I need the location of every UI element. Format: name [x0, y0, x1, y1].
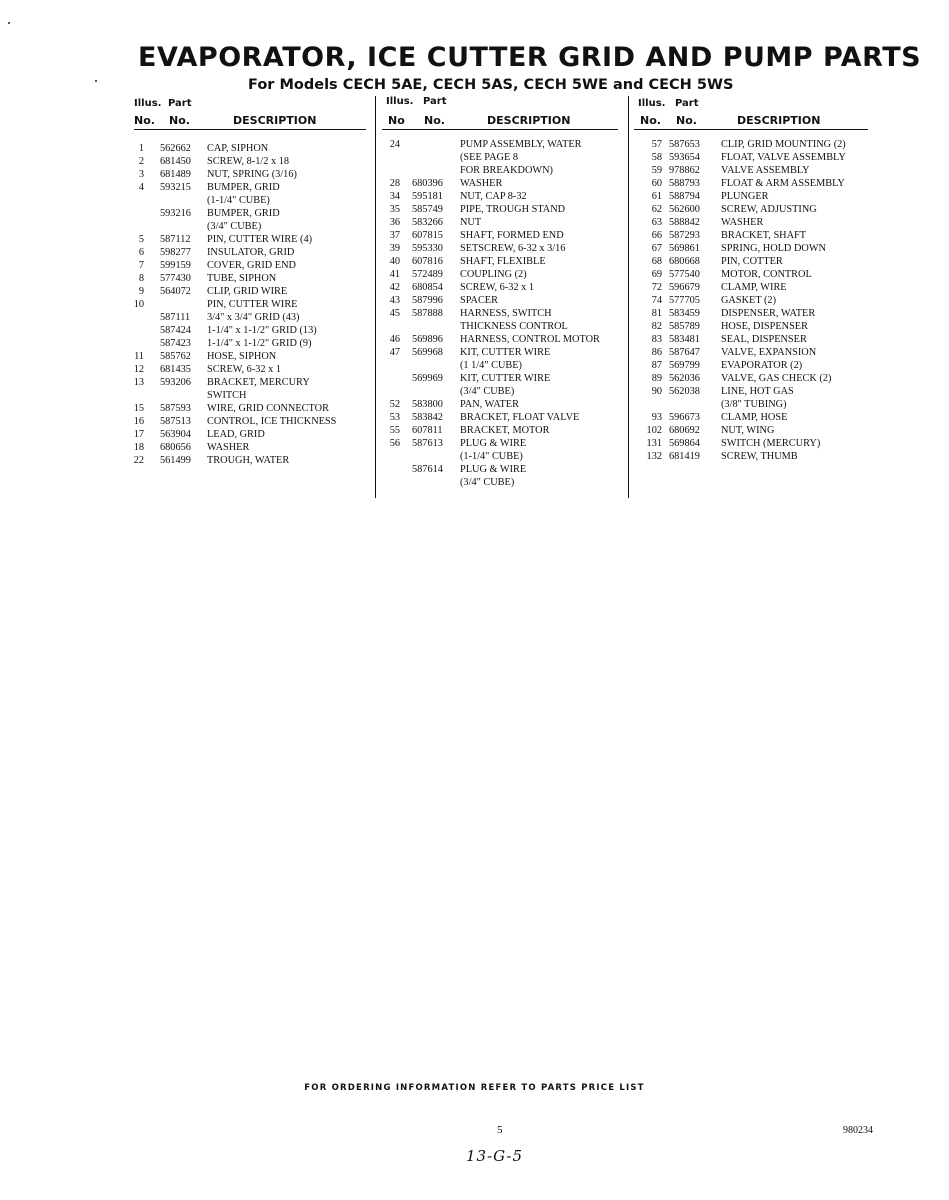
models-subtitle: For Models CECH 5AE, CECH 5AS, CECH 5WE and CECH 5WS: [248, 77, 734, 93]
scan-speck: [8, 22, 10, 24]
part-description: PLUG & WIRE: [460, 438, 527, 449]
part-description: EVAPORATOR (2): [721, 360, 803, 371]
illus-number: 11: [134, 351, 144, 362]
part-description: KIT, CUTTER WIRE: [460, 347, 551, 358]
illus-number: 36: [389, 217, 400, 228]
part-number: 562038: [669, 386, 700, 397]
part-number: 680668: [669, 256, 700, 267]
part-description: NUT, WING: [721, 425, 775, 436]
illus-number: 24: [389, 139, 400, 150]
part-description: WASHER: [460, 178, 503, 189]
part-description: CONTROL, ICE THICKNESS: [207, 416, 337, 427]
part-description: BUMPER, GRID: [207, 182, 280, 193]
illus-number: 46: [389, 334, 400, 345]
scan-speck: [95, 80, 97, 82]
part-description: WIRE, GRID CONNECTOR: [207, 403, 329, 414]
illus-number: 40: [389, 256, 400, 267]
part-description: BRACKET, MOTOR: [460, 425, 550, 436]
illus-number: 17: [133, 429, 144, 440]
illus-number: 47: [389, 347, 400, 358]
illus-number: 66: [651, 230, 662, 241]
handwritten-annotation: 13-G-5: [466, 1147, 524, 1165]
part-number: 596673: [669, 412, 700, 423]
header-illus: Illus.: [386, 96, 414, 107]
illus-number: 93: [651, 412, 662, 423]
illus-number: 43: [389, 295, 400, 306]
part-number: 680656: [160, 442, 191, 453]
part-number: 587614: [412, 464, 443, 475]
part-number: 681489: [160, 169, 191, 180]
part-description: PIN, COTTER: [721, 256, 783, 267]
illus-number: 9: [138, 286, 144, 297]
part-description: COVER, GRID END: [207, 260, 296, 271]
illus-number: 1: [138, 143, 144, 154]
part-number: 583481: [669, 334, 700, 345]
part-description: HARNESS, SWITCH: [460, 308, 552, 319]
part-number: 599159: [160, 260, 191, 271]
illus-number: 102: [646, 425, 662, 436]
illus-number: 18: [133, 442, 144, 453]
part-description: VALVE, EXPANSION: [721, 347, 817, 358]
illus-number: 74: [651, 295, 662, 306]
header-description: DESCRIPTION: [233, 114, 317, 127]
part-description: LINE, HOT GAS: [721, 386, 794, 397]
part-description: SWITCH: [207, 390, 247, 401]
part-description: THICKNESS CONTROL: [460, 321, 568, 332]
illus-number: 4: [138, 182, 144, 193]
ordering-info-footer: FOR ORDERING INFORMATION REFER TO PARTS PRICE LIST: [304, 1083, 645, 1093]
part-number: 595330: [412, 243, 443, 254]
illus-number: 6: [138, 247, 144, 258]
part-description: BUMPER, GRID: [207, 208, 280, 219]
part-number: 681419: [669, 451, 700, 462]
part-number: 569896: [412, 334, 443, 345]
part-description: KIT, CUTTER WIRE: [460, 373, 551, 384]
header-part: Part: [168, 98, 192, 109]
part-description: BRACKET, FLOAT VALVE: [460, 412, 580, 423]
part-number: 562600: [669, 204, 700, 215]
illus-number: 62: [651, 204, 662, 215]
illus-number: 13: [133, 377, 144, 388]
part-number: 569969: [412, 373, 443, 384]
part-number: 596679: [669, 282, 700, 293]
illus-number: 131: [646, 438, 662, 449]
part-description: SETSCREW, 6-32 x 3/16: [460, 243, 566, 254]
illus-number: 57: [651, 139, 662, 150]
part-number: 583266: [412, 217, 443, 228]
illus-number: 82: [651, 321, 662, 332]
illus-number: 42: [389, 282, 400, 293]
illus-number: 39: [389, 243, 400, 254]
part-number: 681435: [160, 364, 191, 375]
part-number: 583459: [669, 308, 700, 319]
part-number: 588842: [669, 217, 700, 228]
part-number: 607811: [412, 425, 443, 436]
illus-number: 60: [651, 178, 662, 189]
part-number: 681450: [160, 156, 191, 167]
illus-number: 68: [651, 256, 662, 267]
illus-number: 63: [651, 217, 662, 228]
header-illus: Illus.: [134, 98, 162, 109]
header-part-no: No.: [424, 114, 445, 127]
illus-number: 58: [651, 152, 662, 163]
part-number: 587996: [412, 295, 443, 306]
part-number: 585749: [412, 204, 443, 215]
part-number: 583800: [412, 399, 443, 410]
part-number: 583842: [412, 412, 443, 423]
illus-number: 41: [389, 269, 400, 280]
part-description: WASHER: [207, 442, 250, 453]
illus-number: 89: [651, 373, 662, 384]
part-description: SCREW, 8-1/2 x 18: [207, 156, 290, 167]
illus-number: 22: [133, 455, 144, 466]
part-number: 680854: [412, 282, 443, 293]
part-description: HARNESS, CONTROL MOTOR: [460, 334, 600, 345]
part-number: 569861: [669, 243, 700, 254]
illus-number: 10: [133, 299, 144, 310]
part-number: 593216: [160, 208, 191, 219]
part-description: SHAFT, FORMED END: [460, 230, 564, 241]
part-number: 607815: [412, 230, 443, 241]
illus-number: 86: [651, 347, 662, 358]
header-rule: [634, 129, 868, 130]
part-description: INSULATOR, GRID: [207, 247, 295, 258]
header-part: Part: [423, 96, 447, 107]
part-number: 562662: [160, 143, 191, 154]
part-number: 598277: [160, 247, 191, 258]
part-description: SWITCH (MERCURY): [721, 438, 821, 449]
illus-number: 45: [389, 308, 400, 319]
part-number: 607816: [412, 256, 443, 267]
part-description: NUT, SPRING (3/16): [207, 169, 297, 180]
part-description: COUPLING (2): [460, 269, 527, 280]
part-description: PUMP ASSEMBLY, WATER: [460, 139, 582, 150]
header-description: DESCRIPTION: [487, 114, 571, 127]
illus-number: 72: [651, 282, 662, 293]
part-number: 587653: [669, 139, 700, 150]
illus-number: 3: [138, 169, 144, 180]
part-description: BRACKET, MERCURY: [207, 377, 310, 388]
illus-number: 61: [651, 191, 662, 202]
part-description: CLIP, GRID MOUNTING (2): [721, 139, 846, 150]
part-number: 587613: [412, 438, 443, 449]
part-description: PAN, WATER: [460, 399, 519, 410]
part-number: 569864: [669, 438, 700, 449]
page-title: EVAPORATOR, ICE CUTTER GRID AND PUMP PARTS: [138, 42, 922, 73]
header-rule: [134, 129, 366, 130]
part-number: 587423: [160, 338, 191, 349]
part-description: (3/4" CUBE): [460, 386, 515, 397]
part-description: VALVE ASSEMBLY: [721, 165, 810, 176]
part-description: SEAL, DISPENSER: [721, 334, 807, 345]
part-description: VALVE, GAS CHECK (2): [721, 373, 832, 384]
part-number: 593654: [669, 152, 700, 163]
part-number: 563904: [160, 429, 191, 440]
header-illus-no: No.: [640, 114, 661, 127]
part-description: LEAD, GRID: [207, 429, 265, 440]
part-number: 577540: [669, 269, 700, 280]
part-description: (1 1/4" CUBE): [460, 360, 522, 371]
part-description: TROUGH, WATER: [207, 455, 290, 466]
illus-number: 5: [138, 234, 144, 245]
header-part-no: No.: [169, 114, 190, 127]
part-number: 588793: [669, 178, 700, 189]
header-rule: [382, 129, 618, 130]
header-illus: Illus.: [638, 98, 666, 109]
illus-number: 34: [389, 191, 400, 202]
illus-number: 7: [138, 260, 144, 271]
part-number: 680396: [412, 178, 443, 189]
header-description: DESCRIPTION: [737, 114, 821, 127]
part-description: CLAMP, WIRE: [721, 282, 787, 293]
part-description: (3/4" CUBE): [460, 477, 515, 488]
part-description: (1-1/4" CUBE): [207, 195, 270, 206]
illus-number: 132: [646, 451, 662, 462]
part-number: 587424: [160, 325, 191, 336]
part-number: 572489: [412, 269, 443, 280]
part-description: DISPENSER, WATER: [721, 308, 816, 319]
part-description: HOSE, SIPHON: [207, 351, 277, 362]
part-description: MOTOR, CONTROL: [721, 269, 812, 280]
part-description: 1-1/4" x 1-1/2" GRID (9): [207, 338, 312, 349]
illus-number: 53: [389, 412, 400, 423]
part-description: FOR BREAKDOWN): [460, 165, 553, 176]
part-description: CAP, SIPHON: [207, 143, 269, 154]
part-description: BRACKET, SHAFT: [721, 230, 807, 241]
part-number: 587593: [160, 403, 191, 414]
part-description: (SEE PAGE 8: [460, 152, 518, 163]
illus-number: 67: [651, 243, 662, 254]
header-part-no: No.: [676, 114, 697, 127]
part-number: 564072: [160, 286, 191, 297]
part-description: PLUG & WIRE: [460, 464, 527, 475]
column-divider: [375, 96, 376, 498]
part-description: FLOAT, VALVE ASSEMBLY: [721, 152, 846, 163]
part-number: 587647: [669, 347, 700, 358]
part-description: SHAFT, FLEXIBLE: [460, 256, 546, 267]
header-illus-no: No: [388, 114, 405, 127]
illus-number: 8: [138, 273, 144, 284]
part-number: 595181: [412, 191, 443, 202]
illus-number: 2: [138, 156, 144, 167]
illus-number: 87: [651, 360, 662, 371]
part-number: 577705: [669, 295, 700, 306]
illus-number: 56: [389, 438, 400, 449]
part-description: 3/4" x 3/4" GRID (43): [207, 312, 300, 323]
part-description: SPRING, HOLD DOWN: [721, 243, 826, 254]
illus-number: 59: [651, 165, 662, 176]
illus-number: 52: [389, 399, 400, 410]
part-number: 585762: [160, 351, 191, 362]
illus-number: 15: [133, 403, 144, 414]
part-number: 680692: [669, 425, 700, 436]
part-number: 561499: [160, 455, 191, 466]
part-number: 577430: [160, 273, 191, 284]
part-number: 588794: [669, 191, 700, 202]
part-description: SCREW, ADJUSTING: [721, 204, 817, 215]
part-number: 587293: [669, 230, 700, 241]
part-description: HOSE, DISPENSER: [721, 321, 808, 332]
illus-number: 12: [133, 364, 144, 375]
column-divider: [628, 96, 629, 498]
part-number: 587513: [160, 416, 191, 427]
header-illus-no: No.: [134, 114, 155, 127]
part-number: 587112: [160, 234, 191, 245]
part-number: 569799: [669, 360, 700, 371]
illus-number: 35: [389, 204, 400, 215]
part-number: 593206: [160, 377, 191, 388]
part-number: 593215: [160, 182, 191, 193]
illus-number: 28: [389, 178, 400, 189]
part-description: 1-1/4" x 1-1/2" GRID (13): [207, 325, 317, 336]
part-description: WASHER: [721, 217, 764, 228]
header-part: Part: [675, 98, 699, 109]
part-description: NUT, CAP 8-32: [460, 191, 527, 202]
part-description: SCREW, 6-32 x 1: [460, 282, 534, 293]
part-number: 978862: [669, 165, 700, 176]
part-description: PIPE, TROUGH STAND: [460, 204, 566, 215]
part-description: PIN, CUTTER WIRE: [207, 299, 298, 310]
part-description: SCREW, 6-32 x 1: [207, 364, 281, 375]
illus-number: 81: [651, 308, 662, 319]
illus-number: 16: [133, 416, 144, 427]
part-number: 562036: [669, 373, 700, 384]
part-description: (3/4" CUBE): [207, 221, 262, 232]
illus-number: 55: [389, 425, 400, 436]
part-description: CLIP, GRID WIRE: [207, 286, 288, 297]
part-description: FLOAT & ARM ASSEMBLY: [721, 178, 845, 189]
part-number: 569968: [412, 347, 443, 358]
illus-number: 37: [389, 230, 400, 241]
part-number: 587111: [160, 312, 191, 323]
part-description: PIN, CUTTER WIRE (4): [207, 234, 313, 245]
part-description: SPACER: [460, 295, 498, 306]
part-description: GASKET (2): [721, 295, 777, 306]
illus-number: 83: [651, 334, 662, 345]
part-description: TUBE, SIPHON: [207, 273, 277, 284]
part-number: 585789: [669, 321, 700, 332]
page-number: 5: [497, 1124, 503, 1136]
part-description: SCREW, THUMB: [721, 451, 798, 462]
document-code: 980234: [843, 1125, 873, 1136]
illus-number: 90: [651, 386, 662, 397]
part-description: CLAMP, HOSE: [721, 412, 788, 423]
part-number: 587888: [412, 308, 443, 319]
part-description: (1-1/4" CUBE): [460, 451, 523, 462]
part-description: NUT: [460, 217, 482, 228]
part-description: (3/8" TUBING): [721, 399, 787, 410]
illus-number: 69: [651, 269, 662, 280]
part-description: PLUNGER: [721, 191, 769, 202]
